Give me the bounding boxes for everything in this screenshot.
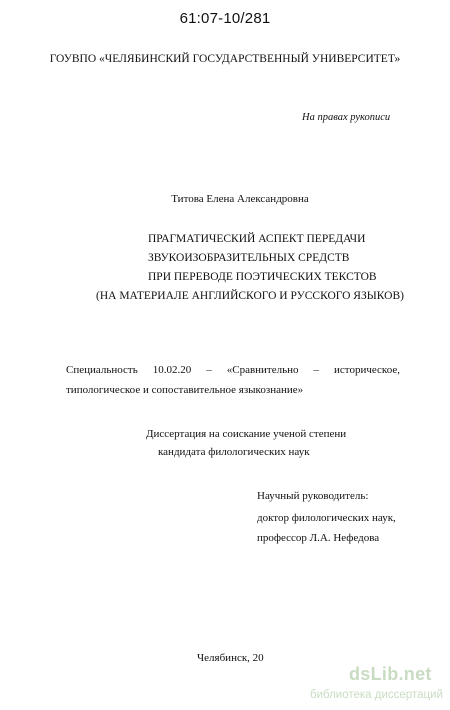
title-line-1: ПРАГМАТИЧЕСКИЙ АСПЕКТ ПЕРЕДАЧИ: [148, 233, 366, 245]
specialty-label: Специальность: [66, 364, 138, 376]
dissertation-line-1: Диссертация на соискание ученой степени: [146, 428, 347, 440]
title-line-3: ПРИ ПЕРЕВОДЕ ПОЭТИЧЕСКИХ ТЕКСТОВ: [148, 271, 377, 283]
title-line-2: ЗВУКОИЗОБРАЗИТЕЛЬНЫХ СРЕДСТВ: [148, 252, 350, 264]
specialty-line-1: [66, 364, 400, 376]
dissertation-line-2: кандидата филологических наук: [158, 446, 310, 458]
city-year: Челябинск, 20: [197, 652, 264, 664]
watermark-subtitle: библиотека диссертаций: [310, 689, 443, 701]
author-name: Титова Елена Александровна: [171, 193, 309, 205]
organization-name: ГОУВПО «ЧЕЛЯБИНСКИЙ ГОСУДАРСТВЕННЫЙ УНИВЕРСИТЕТ»: [49, 53, 401, 65]
supervisor-degree: доктор филологических наук,: [257, 512, 396, 524]
supervisor-name: профессор Л.А. Нефедова: [257, 532, 380, 544]
specialty-word: историческое,: [334, 364, 400, 376]
watermark-logo: dsLib.net: [349, 664, 432, 684]
archive-stamp: 61:07-10/281: [179, 10, 271, 27]
title-line-4: (НА МАТЕРИАЛЕ АНГЛИЙСКОГО И РУССКОГО ЯЗЫКОВ): [96, 290, 404, 302]
specialty-word: «Сравнительно: [226, 364, 299, 376]
rights-note: На правах рукописи: [302, 112, 391, 123]
specialty-dash: –: [206, 364, 212, 376]
specialty-code: 10.02.20: [152, 364, 192, 376]
specialty-dash: –: [313, 364, 320, 376]
supervisor-label: Научный руководитель:: [257, 490, 369, 502]
specialty-line-2: типологическое и сопоставительное языкознание»: [66, 384, 304, 396]
